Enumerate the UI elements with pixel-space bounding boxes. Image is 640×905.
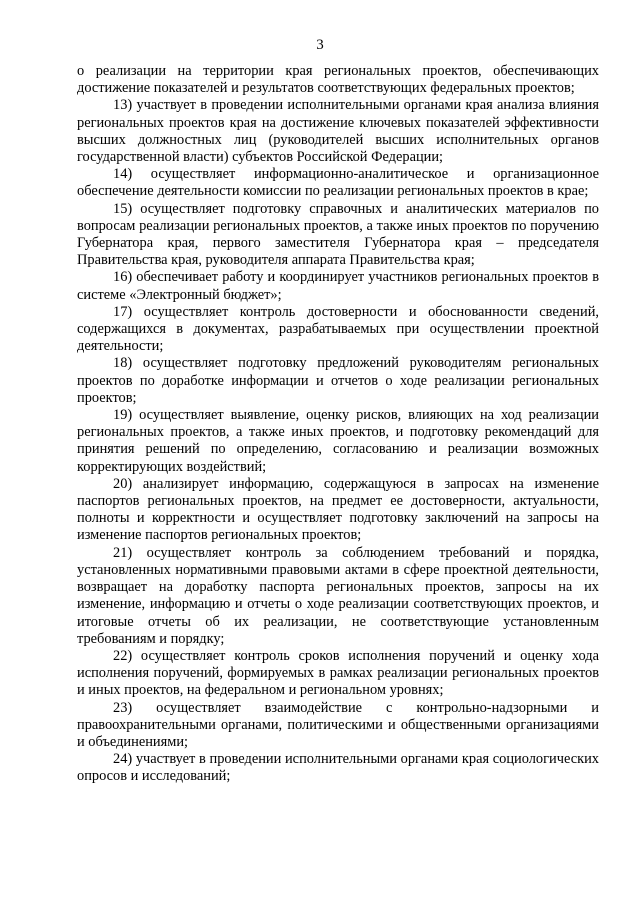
paragraph-item-23: 23) осуществляет взаимодействие с контрольно-надзорными и правоохранительными органами, политическими и общественными организациями и объединениями; bbox=[77, 699, 599, 750]
paragraph-continuation: о реализации на территории края региональных проектов, обеспечивающих достижение показателей и результатов соответствующих федеральных проектов; bbox=[77, 63, 599, 97]
paragraph-item-20: 20) анализирует информацию, содержащуюся в запросах на изменение паспортов региональных проектов, на предмет ее достоверности, актуальности, полноты и корректности и осуществляет подготовку заключений на запросы на изменение паспортов региональных проектов; bbox=[77, 475, 599, 544]
paragraph-item-22: 22) осуществляет контроль сроков исполнения поручений и оценку хода исполнения поручений, формируемых в рамках реализации региональных проектов и иных проектов, на федеральном и региональном уровнях; bbox=[77, 647, 599, 699]
paragraph-item-24: 24) участвует в проведении исполнительными органами края социологических опросов и исследований; bbox=[77, 751, 599, 785]
paragraph-item-14: 14) осуществляет информационно-аналитическое и организационное обеспечение деятельности комиссии по реализации региональных проектов в крае; bbox=[77, 166, 599, 200]
paragraph-item-16: 16) обеспечивает работу и координирует участников региональных проектов в системе «Электронный бюджет»; bbox=[77, 269, 599, 303]
paragraph-item-21: 21) осуществляет контроль за соблюдением требований и порядка, установленных нормативными правовыми актами в сфере проектной деятельности, возвращает на доработку паспорта региональных проектов, запросы на их изменение, информацию и отчеты о ходе реализации соответствующих проектов, и итоговые отчеты об их реализации, не соответствующие установленным требованиям и порядку; bbox=[77, 544, 599, 647]
paragraph-item-17: 17) осуществляет контроль достоверности и обоснованности сведений, содержащихся в документах, разрабатываемых при осуществлении проектной деятельности; bbox=[77, 303, 599, 355]
paragraph-item-15: 15) осуществляет подготовку справочных и аналитических материалов по вопросам реализации региональных проектов, а также иных проектов по поручению Губернатора края, первого заместителя Губернатора края – председателя Правительства края, руководителя аппарата Правительства края; bbox=[77, 200, 599, 269]
paragraph-item-13: 13) участвует в проведении исполнительными органами края анализа влияния региональных проектов края на достижение ключевых показателей эффективности высших должностных лиц (руководителей высших исполнительных органов государственной власти) субъектов Российской Федерации; bbox=[77, 97, 599, 166]
paragraph-item-18: 18) осуществляет подготовку предложений руководителям региональных проектов по доработке информации и отчетов о ходе реализации региональных проектов; bbox=[77, 355, 599, 406]
paragraph-item-19: 19) осуществляет выявление, оценку рисков, влияющих на ход реализации региональных проектов, а также иных проектов, и подготовку рекомендаций для принятия решений по определению, согласованию и реализации возможных корректирующих воздействий; bbox=[77, 407, 599, 475]
document-body bbox=[77, 63, 599, 786]
page-number: 3 bbox=[316, 37, 324, 53]
